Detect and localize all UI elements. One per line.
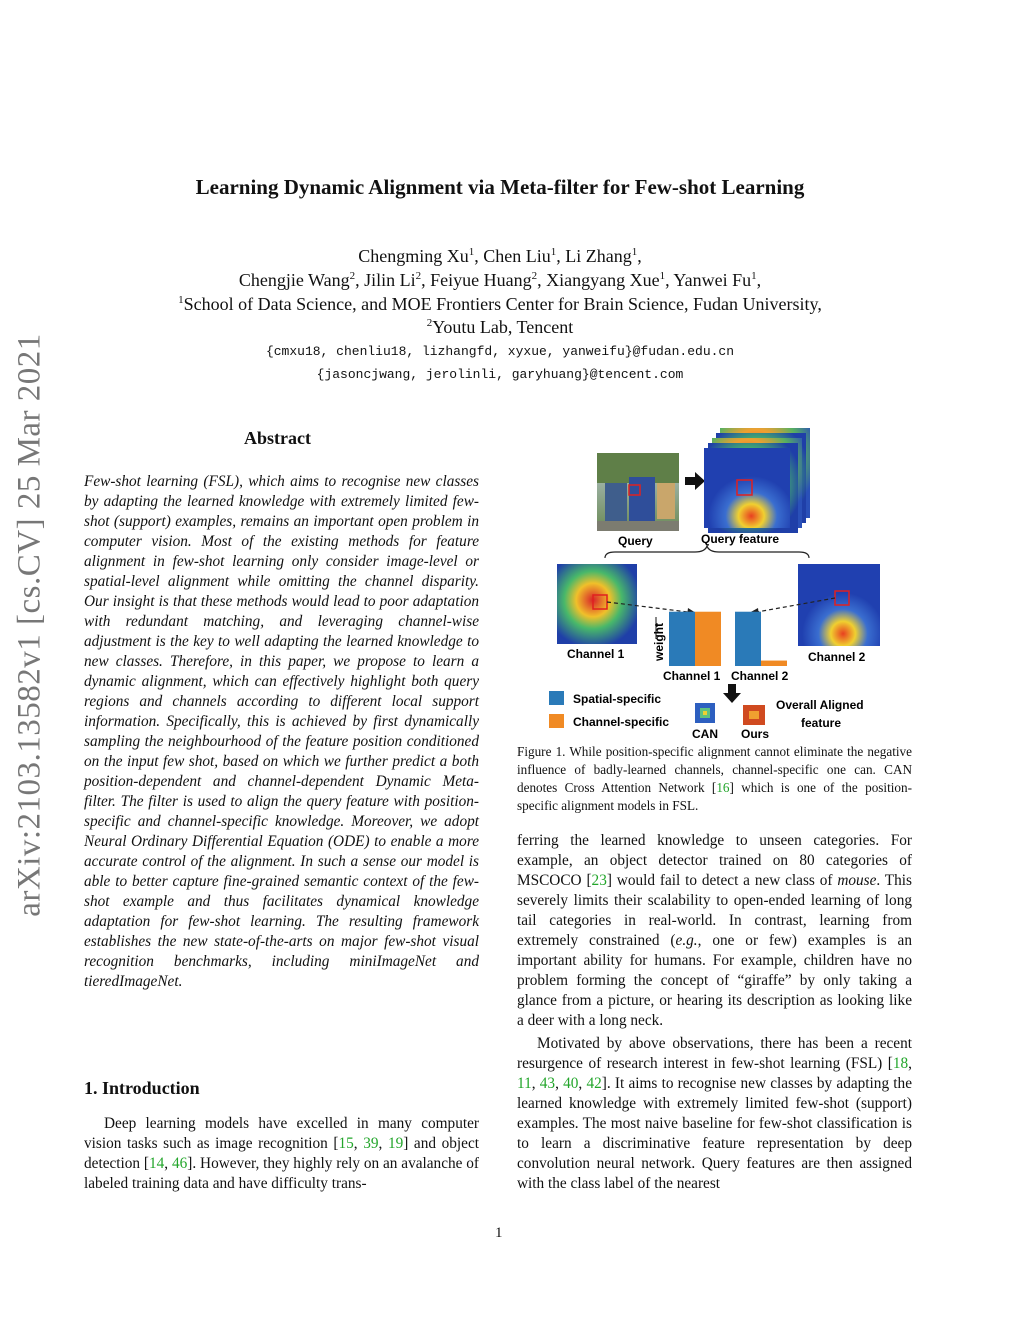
author-affiliation-marker: 2 [531,270,538,282]
citation-link[interactable]: 18 [892,1055,909,1072]
citation-link[interactable]: 15 [338,1135,354,1152]
figure-1-caption [517,743,912,815]
author-separator: , [756,270,762,290]
channel-1-heatmap-label: Channel 1 [567,647,625,661]
abstract-heading: Abstract [244,428,311,448]
text-run: ]. It aims to recognise new classes by adapting the learned knowledge with extremely limited few-shot (support) examples. The most naive baseline for few-shot classification is to learn a discriminative feature representation by deep convolution neural network. Query features are then assigned with the class label of the nearest [517,1075,912,1192]
text-run: , [531,1075,540,1092]
author-separator: , [474,246,484,266]
paper-title: Learning Dynamic Alignment via Meta-filter for Few-shot Learning [195,175,805,199]
bar-spatial-channel-1 [669,612,695,666]
arxiv-identifier: arXiv:2103.13582v1 [cs.CV] 25 Mar 2021 [11,333,48,917]
down-arrow-icon [723,684,741,703]
right-column-paragraph-2 [517,1034,912,1194]
text-run: , one or few) examples is an important ability for humans. For example, children have no problem forming the concept of “giraffe” by only taking a glance from a picture, or hearing its description as looking like a deer with a long neck. [517,932,912,1029]
text-run: , [353,1135,364,1152]
email-line-2: {jasoncjwang, jerolinli, garyhuang}@tencent.com [316,367,684,382]
overall-aligned-label: Overall Aligned [776,698,864,712]
bar-label-channel-2: Channel 2 [731,669,789,683]
arxiv-side-stamp [10,300,50,950]
author-separator: , [637,246,642,266]
text-run: ferring the learned knowledge to unseen categories. For example, an object detector trained on 80 categories of MSCOCO [ [517,832,912,889]
text-run: , [908,1055,912,1072]
author-name: Feiyue Huang [430,270,532,290]
weight-bar-chart [669,612,787,666]
legend-channel-label: Channel-specific [573,715,670,729]
feature-label: feature [801,716,842,730]
citation-link[interactable]: 23 [591,872,607,889]
introduction-paragraph-1 [84,1114,479,1194]
bar-spatial-channel-2 [735,612,761,666]
right-column-paragraph-1 [517,831,912,1031]
author-separator: , [537,270,547,290]
italic-term: mouse [837,872,877,889]
abstract-text: Few-shot learning (FSL), which aims to recognise new classes by adapting the learned knowledge with extremely limited few-shot (support) examples, remains an important open problem in computer vision. Most of the existing methods for feature alignment in few-shot learning only consider image-level or spatial-level alignment while omitting the channel disparity. Our insight is that these methods would lead to poor adaptation with redundant matching, and leveraging channel-wise adjustment is the key to well adapting the learned knowledge to new classes. Therefore, in this paper, we propose to learn a dynamic alignment, which can effectively highlight both query regions and channels according to different local support information. Specifically, this is achieved by first dynamically sampling the neighbourhood of the feature position conditioned on the input few shot, based on which we further predict a both position-dependent and channel-dependent Dynamic Meta-filter. The filter is used to align the query feature with position-specific and channel-specific knowledge. Moreover, we adopt Neural Ordinary Differential Equation (ODE) to enable a more accurate control of the alignment. In such a sense our model is able to better capture fine-grained semantic context of the few-shot example and thus facilitates dynamical knowledge adaptation for few-shot learning. The resulting framework establishes the new state-of-the-arts on major few-shot visual recognition benchmarks, including miniImageNet and tieredImageNet. [84,473,479,990]
affiliation-2-text: Youtu Lab, Tencent [432,317,574,337]
email-line-1: {cmxu18, chenliu18, lizhangfd, xyxue, yanweifu}@fudan.edu.cn [265,344,735,359]
citation-link[interactable]: 14 [149,1155,165,1172]
legend-spatial-label: Spatial-specific [573,692,662,706]
legend-channel-swatch [549,714,564,728]
text-run: ]. However, they highly rely on an avalanche of labeled training data and have difficulty trans- [84,1155,479,1192]
legend-spatial-swatch [549,691,564,705]
query-feature-label: Query feature [701,532,780,546]
bar-channel-channel-2 [761,661,787,666]
author-affiliation-marker: 1 [468,246,475,258]
author-line-2 [0,265,1000,292]
text-run: . This severely limits their scalability to open-ended learning of long tail categories in real-world. In contrast, learning from extremely constrained ( [517,872,912,949]
text-run: Motivated by above observations, there has been a recent resurgence of research interest in few-shot learning (FSL) [ [517,1035,912,1072]
italic-term: e.g. [675,932,698,949]
author-affiliation-marker: 2 [415,270,422,282]
channel-2-heatmap-label: Channel 2 [808,650,866,664]
citation-link[interactable]: 39 [363,1135,379,1152]
figure-1 [545,425,905,743]
affiliation-2-marker: 2 [426,317,433,329]
author-affiliation-marker: 1 [751,270,757,282]
text-run: Figure 1. While position-specific alignment cannot eliminate the negative influence of badly-learned channels, channel-specific one can. CAN denotes Cross Attention Network [ [517,744,912,795]
citation-link[interactable]: 43 [539,1075,556,1092]
text-run: ] would fail to detect a new class of [606,872,838,889]
author-affiliation-marker: 1 [550,246,557,258]
channel-1-heatmap [557,564,637,644]
affiliation-2 [0,312,1000,339]
query-label: Query [618,534,653,548]
citation-link[interactable]: 16 [716,780,730,795]
text-run: ] and object detection [ [84,1135,479,1172]
bar-label-channel-1: Channel 1 [663,669,721,683]
author-name: Chen Liu [483,246,551,266]
query-photo [597,453,679,531]
citation-link[interactable]: 40 [563,1075,579,1092]
page-number: 1 [495,1225,503,1241]
affiliation-1-marker: 1 [178,294,184,306]
figure-1-graphic [545,425,905,743]
author-affiliation-marker: 2 [349,270,356,282]
citation-link[interactable]: 42 [586,1075,602,1092]
citation-link[interactable]: 19 [387,1135,404,1152]
ours-label: Ours [741,727,770,741]
can-label: CAN [692,727,718,741]
text-run: ] which is one of the position-specific alignment models in FSL. [517,780,912,813]
author-name: Li Zhang [565,246,632,266]
author-name: Chengming Xu [358,246,469,266]
citation-link[interactable]: 11 [517,1075,532,1092]
ours-thumbnail [743,705,765,725]
author-line-1 [0,241,1000,268]
author-affiliation-marker: 1 [631,246,638,258]
author-name: Chengjie Wang [238,270,350,290]
can-thumbnail [695,703,715,723]
text-run: , [578,1075,587,1092]
text-run: , [555,1075,564,1092]
weight-axis-label: weight [652,623,666,661]
author-affiliation-marker: 1 [659,270,666,282]
author-separator: , [556,246,566,266]
text-run: Deep learning models have excelled in many computer vision tasks such as image recognition [ [84,1115,479,1152]
author-separator: , [665,270,674,290]
bar-channel-channel-1 [695,612,721,666]
text-run: , [164,1155,172,1172]
author-separator: , [355,270,365,290]
introduction-heading: 1. Introduction [84,1078,200,1098]
author-name: Xiangyang Xue [546,270,660,290]
query-feature-stack [704,428,810,533]
author-name: Yanwei Fu [673,270,752,290]
affiliation-1-text: School of Data Science, and MOE Frontiers Center for Brain Science, Fudan University, [183,294,822,314]
channel-2-heatmap [798,564,880,646]
citation-link[interactable]: 46 [171,1155,188,1172]
author-separator: , [421,270,431,290]
text-run: , [378,1135,388,1152]
right-arrow-icon [685,472,705,490]
author-name: Jilin Li [364,270,416,290]
